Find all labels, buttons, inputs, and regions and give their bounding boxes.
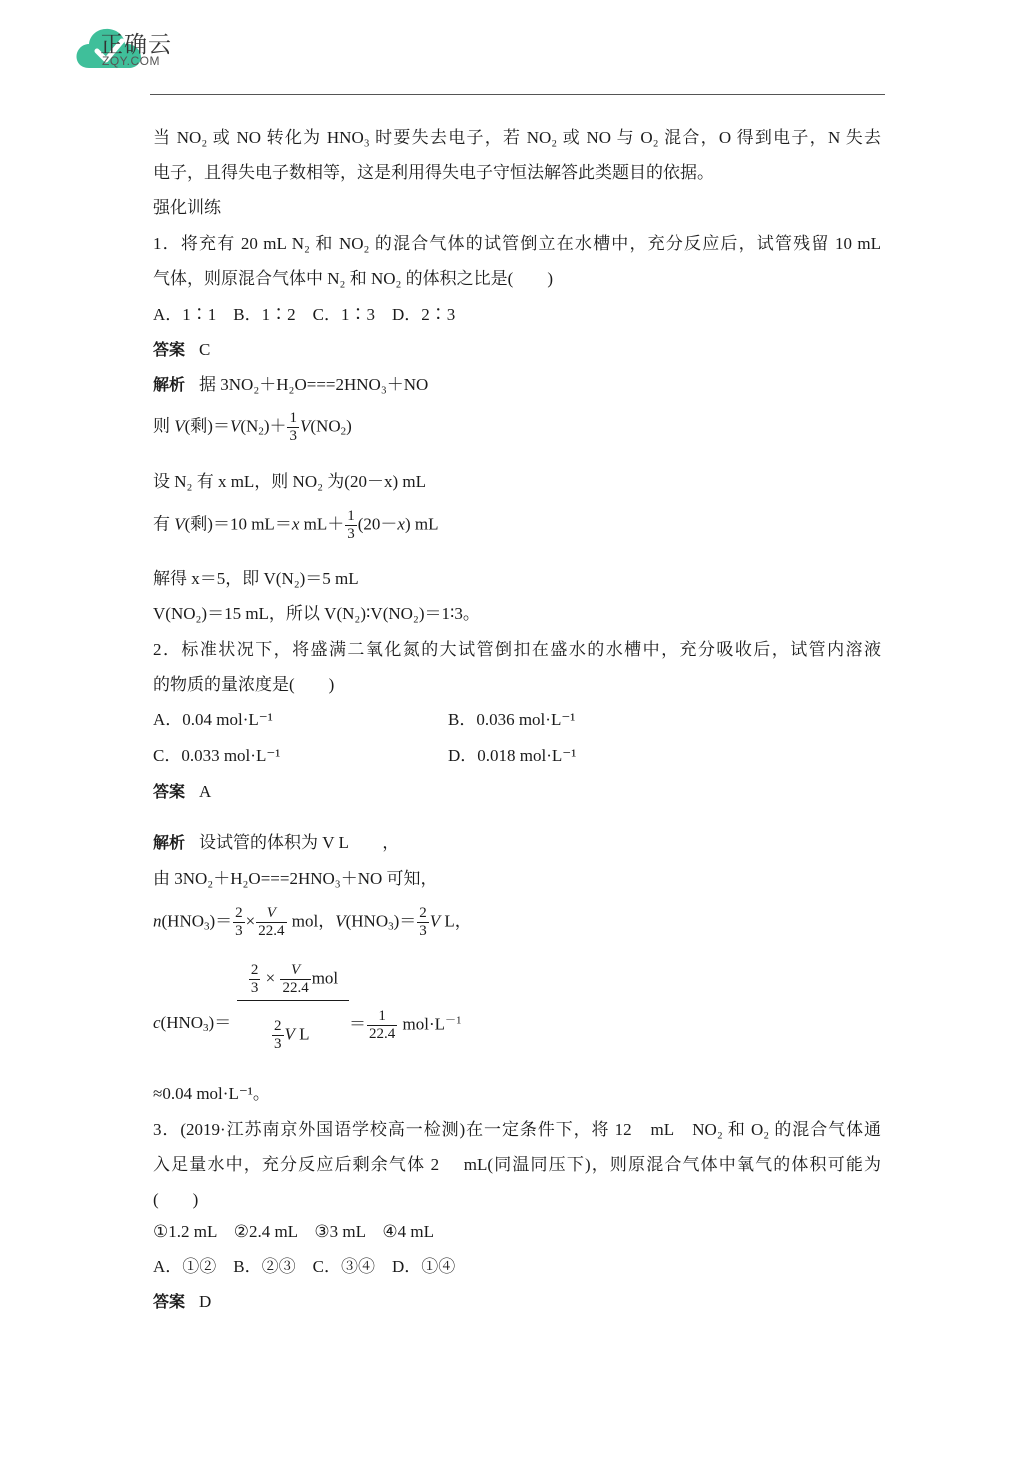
q3-stem-line-2: 入足量水中，充分反应后剩余气体 2 mL(同温同压下)，则原混合气体中氧气的体积可能为 — [153, 1155, 881, 1174]
q3-items: ①1.2 mL ②2.4 mL ③3 mL ④4 mL — [153, 1222, 434, 1241]
q2-stem-line-2: 的物质的量浓度是( ) — [153, 675, 335, 694]
q1-equation: 据 3NO₂＋H₂O===2HNO₃＋NO — [199, 375, 429, 394]
q2-answer — [153, 781, 211, 803]
q2-option-d: D．0.018 mol·L⁻¹ — [448, 746, 577, 765]
answer-label: 答案 — [153, 340, 186, 359]
q1-analysis-5: 解得 x＝5，即 V(N₂)＝5 mL — [153, 569, 359, 588]
q2-option-c: C．0.033 mol·L⁻¹ — [153, 746, 281, 765]
analysis-label: 解析 — [153, 833, 186, 852]
q2-analysis-1 — [153, 832, 399, 854]
logo-domain-text: ZQY.COM — [102, 54, 160, 68]
q2-stem-line-1: 2．标准状况下，将盛满二氧化氮的大试管倒扣在盛水的水槽中，充分吸收后，试管内溶液 — [153, 640, 881, 659]
q2-option-b: B．0.036 mol·L⁻¹ — [448, 710, 576, 729]
q1-stem-line-2: 气体，则原混合气体中 N₂ 和 NO₂ 的体积之比是( ) — [153, 269, 554, 288]
fraction: $\frac{V}{22.4}$ — [282, 962, 309, 996]
fraction: $\frac{V}{22.4}$ — [258, 905, 285, 939]
fraction: $\frac{2}{3}$ — [235, 905, 243, 939]
q2-answer-value: A — [199, 782, 212, 801]
fraction: $\frac{2}{3}$ — [274, 1018, 282, 1052]
q2-assumption: 设试管的体积为 V L ， — [199, 833, 400, 852]
q2-analysis-5: ≈0.04 mol·L⁻¹。 — [153, 1084, 270, 1103]
q1-analysis-4: 有 V(剩)＝10 mL＝x mL＋ $\frac{1}{3}$ (20－x) mL — [153, 508, 439, 542]
analysis-label: 解析 — [153, 375, 186, 394]
fraction: $\frac{1}{3}$ — [289, 410, 297, 444]
header-divider — [150, 94, 885, 95]
q2-option-a: A．0.04 mol·L⁻¹ — [153, 710, 273, 729]
q3-stem-line-3: ( ) — [153, 1190, 199, 1209]
q3-answer-value: D — [199, 1292, 212, 1311]
q2-analysis-3: $n(HNO_3)=$ $\frac{2}{3}$ × $\frac{V}{22.4}$ mol，$V(HNO_3)=$ $\frac{2}{3}$ V L， — [153, 905, 472, 939]
q1-stem-line-1: 1．将充有 20 mL N₂ 和 NO₂ 的混合气体的试管倒立在水槽中，充分反应后，试管残留 10 mL — [153, 234, 881, 253]
intro-line-1: 当 NO₂ 或 NO 转化为 HNO₃ 时要失去电子，若 NO₂ 或 NO 与 O₂ 混合，O 得到电子，N 失去 — [153, 128, 881, 147]
q3-stem-line-1: 3．(2019·江苏南京外国语学校高一检测)在一定条件下，将 12 mL NO₂ 和 O₂ 的混合气体通 — [153, 1120, 881, 1139]
q1-analysis-3: 设 N₂ 有 x mL，则 NO₂ 为(20－x) mL — [153, 472, 426, 491]
q1-analysis-2: 则 V(剩)$=V(N_2)+$ $\frac{1}{3}$ $V(NO_2)$ — [153, 410, 352, 444]
q1-analysis-6: V(NO₂)＝15 mL，所以 V(N₂)∶V(NO₂)＝1∶3。 — [153, 604, 480, 623]
q3-options: A．①② B．②③ C．③④ D．①④ — [153, 1257, 456, 1276]
answer-label: 答案 — [153, 782, 186, 801]
intro-line-2: 电子，且得失电子数相等，这是利用得失电子守恒法解答此类题目的依据。 — [153, 163, 714, 182]
q1-options: A．1∶1 B．1∶2 C．1∶3 D．2∶3 — [153, 305, 456, 324]
q1-analysis-1 — [153, 374, 428, 396]
q1-answer-value: C — [199, 340, 211, 359]
q1-answer — [153, 339, 210, 361]
fraction: $\frac{1}{22.4}$ — [369, 1008, 396, 1042]
logo-brand-text: 正确云 — [100, 32, 172, 58]
answer-label: 答案 — [153, 1292, 186, 1311]
fraction: $\frac{2}{3}$ — [250, 962, 259, 996]
q2-analysis-2: 由 3NO₂＋H₂O===2HNO₃＋NO 可知， — [153, 869, 438, 888]
section-title: 强化训练 — [153, 198, 221, 217]
fraction: $\frac{2}{3}$ — [419, 905, 427, 939]
q3-answer — [153, 1291, 211, 1313]
fraction: $\frac{1}{3}$ — [347, 508, 355, 542]
